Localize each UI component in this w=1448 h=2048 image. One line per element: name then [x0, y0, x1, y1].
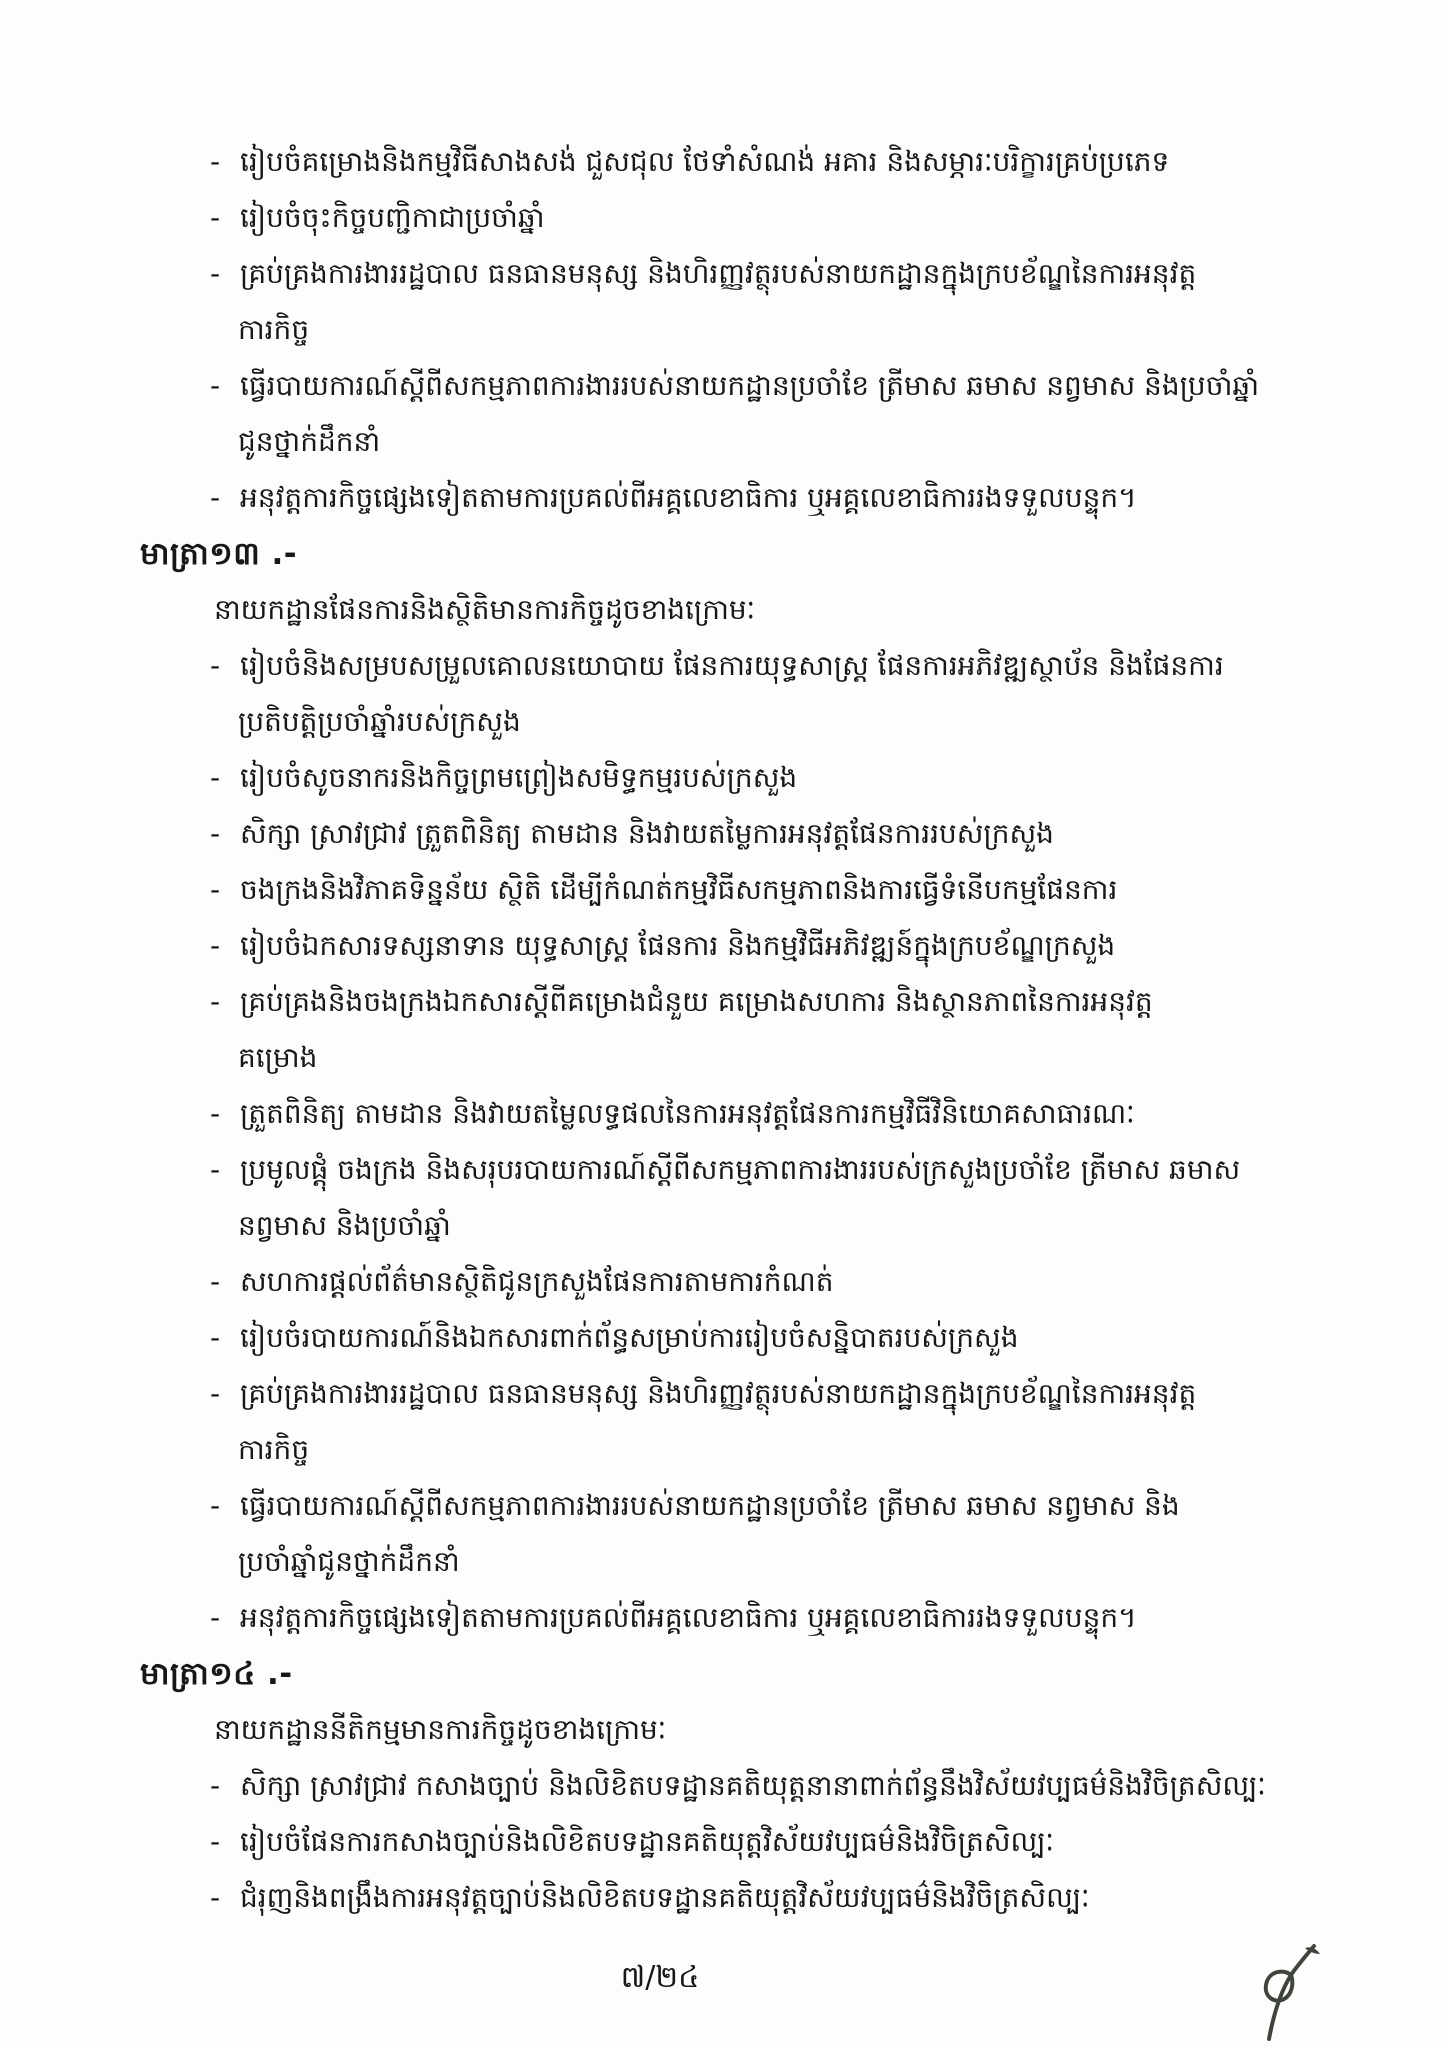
bullet-item — [0, 358, 1372, 414]
page-number: ៧/២៤ — [620, 1960, 700, 1995]
bullet-dash: - — [210, 1489, 221, 1522]
bullet-dash: - — [210, 257, 221, 290]
bullet-dash: - — [210, 1153, 221, 1186]
bullet-text: រៀបចំឯកសារទស្សនាទាន យុទ្ធសាស្ត្រ ផែនការ និងកម្មវិធីអភិវឌ្ឍន៍ក្នុងក្របខ័ណ្ឌក្រសួង — [240, 929, 1116, 962]
bullet-item — [0, 470, 1372, 526]
bullet-continuation-line — [0, 694, 1372, 750]
bullet-item — [0, 1086, 1372, 1142]
bullet-text: ធ្វើរបាយការណ៍ស្តីពីសកម្មភាពការងាររបស់នាយកដ្ឋានប្រចាំខែ ត្រីមាស ឆមាស នព្វមាស និងប្រចាំឆ្នាំ — [240, 369, 1260, 402]
bullet-text: សិក្សា ស្រាវជ្រាវ ត្រួតពិនិត្យ តាមដាន និងវាយតម្លៃការអនុវត្តផែនការរបស់ក្រសួង — [240, 817, 1054, 850]
bullet-dash: - — [210, 145, 221, 178]
bullet-item — [0, 246, 1372, 302]
bullet-dash: - — [210, 369, 221, 402]
article-intro-text: នាយកដ្ឋាននីតិកម្មមានការកិច្ចដូចខាងក្រោមៈ — [214, 1713, 667, 1746]
bullet-text: អនុវត្តការកិច្ចផ្សេងទៀតតាមការប្រគល់ពីអគ្គលេខាធិការ ឬអគ្គលេខាធិការរងទទួលបន្ទុក។ — [240, 481, 1137, 514]
bullet-text: ការកិច្ច — [238, 1433, 310, 1466]
bullet-dash: - — [210, 1825, 221, 1858]
document-body — [0, 134, 1372, 1926]
bullet-item — [0, 1590, 1372, 1646]
bullet-dash: - — [210, 1769, 221, 1802]
bullet-text: ធ្វើរបាយការណ៍ស្តីពីសកម្មភាពការងាររបស់នាយកដ្ឋានប្រចាំខែ ត្រីមាស ឆមាស នព្វមាស និង — [240, 1489, 1180, 1522]
bullet-item — [0, 862, 1372, 918]
bullet-continuation-line — [0, 1030, 1372, 1086]
bullet-item — [0, 1142, 1372, 1198]
signature-mark — [1248, 1942, 1328, 2044]
bullet-text: រៀបចំនិងសម្របសម្រួលគោលនយោបាយ ផែនការយុទ្ធសាស្ត្រ ផែនការអភិវឌ្ឍស្ថាប័ន និងផែនការ — [240, 649, 1224, 682]
bullet-item — [0, 1254, 1372, 1310]
bullet-text: សិក្សា ស្រាវជ្រាវ កសាងច្បាប់ និងលិខិតបទដ្ឋានគតិយុត្តនានាពាក់ព័ន្ធនឹងវិស័យវប្បធម៌និងវិចិត្រសិល្បៈ — [240, 1769, 1266, 1802]
bullet-dash: - — [210, 1377, 221, 1410]
bullet-item — [0, 1758, 1372, 1814]
bullet-dash: - — [210, 481, 221, 514]
bullet-dash: - — [210, 649, 221, 682]
bullet-text: ប្រចាំឆ្នាំជូនថ្នាក់ដឹកនាំ — [238, 1545, 460, 1578]
bullet-dash: - — [210, 1881, 221, 1914]
bullet-text: ត្រួតពិនិត្យ តាមដាន និងវាយតម្លៃលទ្ធផលនៃការអនុវត្តផែនការកម្មវិធីវិនិយោគសាធារណៈ — [240, 1097, 1135, 1130]
bullet-text: គ្រប់គ្រងនិងចងក្រងឯកសារស្តីពីគម្រោងជំនួយ គម្រោងសហការ និងស្ថានភាពនៃការអនុវត្ត — [240, 985, 1153, 1018]
bullet-item — [0, 806, 1372, 862]
bullet-continuation-line — [0, 302, 1372, 358]
bullet-dash: - — [210, 201, 221, 234]
article-13-intro — [0, 582, 1372, 638]
bullet-item — [0, 750, 1372, 806]
bullet-item — [0, 638, 1372, 694]
bullet-text: នព្វមាស និងប្រចាំឆ្នាំ — [238, 1209, 451, 1242]
bullet-continuation-line — [0, 1198, 1372, 1254]
bullet-continuation-line — [0, 414, 1372, 470]
bullet-text: រៀបចំចុះកិច្ចបញ្ជិកាជាប្រចាំឆ្នាំ — [240, 201, 545, 234]
bullet-dash: - — [210, 817, 221, 850]
bullet-item — [0, 1366, 1372, 1422]
bullet-dash: - — [210, 1321, 221, 1354]
bullet-item — [0, 974, 1372, 1030]
bullet-dash: - — [210, 985, 221, 1018]
bullet-text: សហការផ្តល់ព័ត៌មានស្ថិតិជូនក្រសួងផែនការតាមការកំណត់ — [240, 1265, 834, 1298]
article-14-intro — [0, 1702, 1372, 1758]
bullet-item — [0, 1814, 1372, 1870]
bullet-item — [0, 918, 1372, 974]
bullet-text: គ្រប់គ្រងការងាររដ្ឋបាល ធនធានមនុស្ស និងហិរញ្ញវត្ថុរបស់នាយកដ្ឋានក្នុងក្របខ័ណ្ឌនៃការអនុវត្ត — [240, 257, 1197, 290]
bullet-text: ជូនថ្នាក់ដឹកនាំ — [238, 425, 381, 458]
bullet-item — [0, 134, 1372, 190]
bullet-text: ប្រតិបត្តិប្រចាំឆ្នាំរបស់ក្រសួង — [238, 705, 521, 738]
bullet-text: រៀបចំផែនការកសាងច្បាប់និងលិខិតបទដ្ឋានគតិយុត្តវិស័យវប្បធម៌និងវិចិត្រសិល្បៈ — [240, 1825, 1055, 1858]
bullet-item — [0, 1478, 1372, 1534]
bullet-text: រៀបចំរបាយការណ៍និងឯកសារពាក់ព័ន្ធសម្រាប់ការរៀបចំសន្និបាតរបស់ក្រសួង — [240, 1321, 1019, 1354]
bullet-dash: - — [210, 1097, 221, 1130]
bullet-text: រៀបចំគម្រោងនិងកម្មវិធីសាងសង់ ជួសជុល ថែទាំសំណង់ អគារ និងសម្ភារៈបរិក្ខារគ្រប់ប្រភេទ — [240, 145, 1170, 178]
bullet-dash: - — [210, 929, 221, 962]
bullet-text: រៀបចំសូចនាករនិងកិច្ចព្រមព្រៀងសមិទ្ធកម្មរបស់ក្រសួង — [240, 761, 798, 794]
bullet-text: អនុវត្តការកិច្ចផ្សេងទៀតតាមការប្រគល់ពីអគ្គលេខាធិការ ឬអគ្គលេខាធិការរងទទួលបន្ទុក។ — [240, 1601, 1137, 1634]
bullet-item — [0, 1870, 1372, 1926]
bullet-dash: - — [210, 873, 221, 906]
bullet-dash: - — [210, 1265, 221, 1298]
bullet-continuation-line — [0, 1534, 1372, 1590]
article-intro-text: នាយកដ្ឋានផែនការនិងស្ថិតិមានការកិច្ចដូចខាងក្រោមៈ — [214, 593, 756, 626]
bullet-text: គ្រប់គ្រងការងាររដ្ឋបាល ធនធានមនុស្ស និងហិរញ្ញវត្ថុរបស់នាយកដ្ឋានក្នុងក្របខ័ណ្ឌនៃការអនុវត្ត — [240, 1377, 1197, 1410]
article-heading-text: មាត្រា១៣ .- — [140, 536, 298, 572]
bullet-text: ជំរុញនិងពង្រឹងការអនុវត្តច្បាប់និងលិខិតបទដ្ឋានគតិយុត្តវិស័យវប្បធម៌និងវិចិត្រសិល្បៈ — [240, 1881, 1090, 1914]
bullet-text: គម្រោង — [238, 1041, 318, 1074]
bullet-continuation-line — [0, 1422, 1372, 1478]
bullet-item — [0, 190, 1372, 246]
article-14-heading — [0, 1646, 1372, 1702]
bullet-item — [0, 1310, 1372, 1366]
bullet-text: ប្រមូលផ្តុំ ចងក្រង និងសរុបរបាយការណ៍ស្តីពីសកម្មភាពការងាររបស់ក្រសួងប្រចាំខែ ត្រីមាស ឆមាស — [240, 1153, 1241, 1186]
bullet-text: ចងក្រងនិងវិភាគទិន្នន័យ ស្ថិតិ ដើម្បីកំណត់កម្មវិធីសកម្មភាពនិងការធ្វើទំនើបកម្មផែនការ — [240, 873, 1118, 906]
article-heading-text: មាត្រា១៤ .- — [140, 1656, 293, 1692]
article-13-heading — [0, 526, 1372, 582]
bullet-dash: - — [210, 1601, 221, 1634]
bullet-text: ការកិច្ច — [238, 313, 310, 346]
bullet-dash: - — [210, 761, 221, 794]
